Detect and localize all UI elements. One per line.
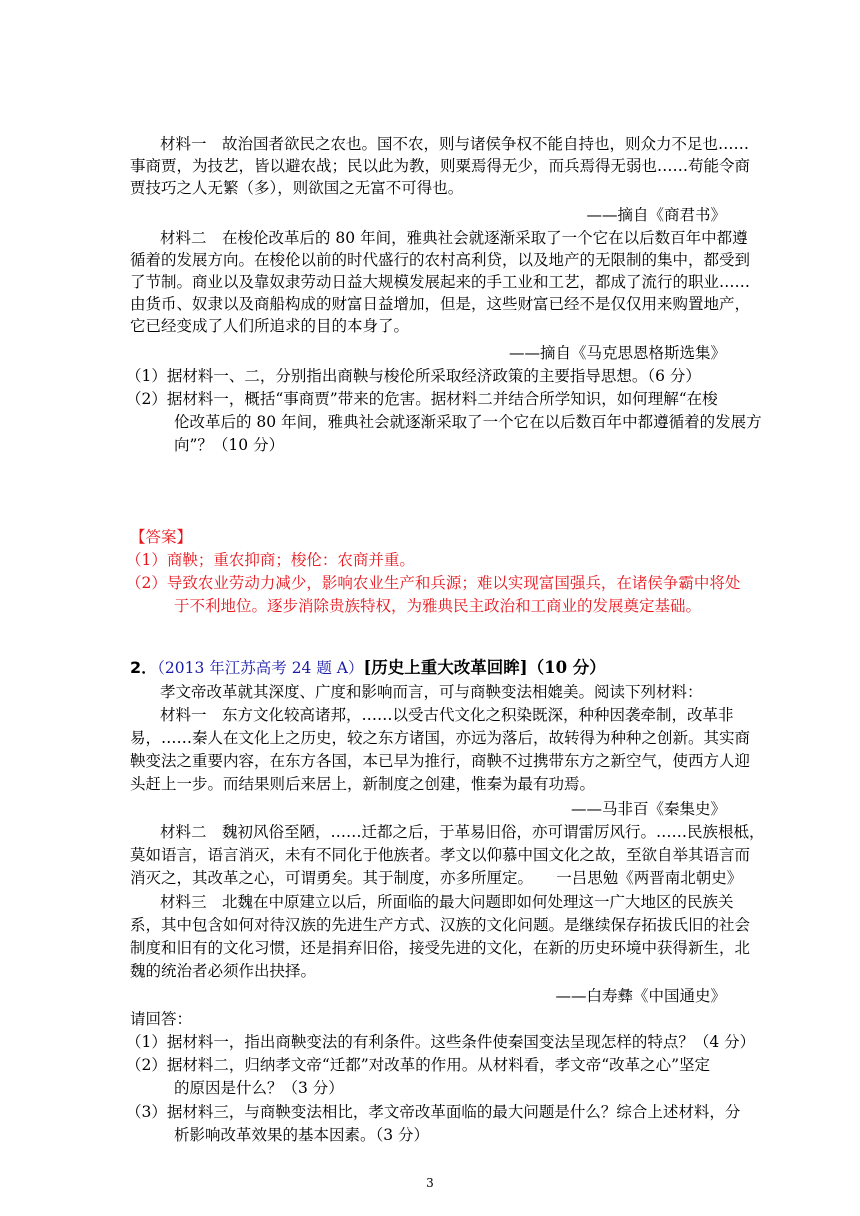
s2-question-3-line-1: （3）据材料三，与商鞅变法相比，孝文帝改革面临的最大问题是什么？综合上述材料，分 [126,1103,741,1121]
s2-prompt: 请回答： [130,1010,193,1028]
s1-m2-line-4: 由货币、奴隶以及商船构成的财富日益增加，但是，这些财富已经不是仅仅用来购置地产， [130,295,751,313]
s2-m3-line-3: 制度和旧有的文化习惯，还是捐弃旧俗，接受先进的文化，在新的历史环境中获得新生，北 [130,939,751,957]
s1-question-2-line-2: 伦改革后的 80 年间，雅典社会就逐渐采取了一个它在以后数百年中都遵循着的发展方 [174,413,762,431]
s1-m2-line-2: 循着的发展方向。在梭伦以前的时代盛行的农村高利贷，以及地产的无限制的集中，都受到 [130,251,751,269]
s1-m2-source: ——摘自《马克思恩格斯选集》 [508,344,726,362]
s2-m3-source: ——白寿彝《中国通史》 [555,987,726,1005]
s1-m1-line-3: 贾技巧之人无繁（多），则欲国之无富不可得也。 [130,179,464,197]
s1-m1-line-1: 材料一 故治国者欲民之农也。国不农，则与诸侯争权不能自持也，则众力不足也…… [160,135,750,153]
answer-label: 【答案】 [130,528,193,546]
s2-heading [130,657,730,679]
s2-m1-line-2: 易，……秦人在文化上之历史，较之东方诸国，亦远为落后，故转得为种种之创新。其实商 [130,729,751,747]
s2-m1-source: ——马非百《秦集史》 [570,800,726,818]
s2-title: [历史上重大改革回眸]（10 分） [363,658,606,677]
s1-answer-2-line-1: （2）导致农业劳动力减少，影响农业生产和兵源；难以实现富国强兵，在诸侯争霸中将处 [126,574,741,592]
s2-m2-line-1: 材料二 魏初风俗至陋，……迁都之后，于革易旧俗，亦可谓雷厉风行。……民族根柢， [160,823,765,841]
s1-m2-line-3: 了节制。商业以及靠奴隶劳动日益大规模发展起来的手工业和工艺，都成了流行的职业…… [130,273,751,291]
s1-m1-line-2: 事商贾，为技艺，皆以避农战；民以此为教，则粟焉得无少，而兵焉得无弱也……苟能令商 [130,157,751,175]
s2-m3-line-4: 魏的统治者必须作出抉择。 [130,962,317,980]
s1-m2-line-1: 材料二 在梭伦改革后的 80 年间，雅典社会就逐渐采取了一个它在以后数百年中都遵 [160,229,748,247]
s2-m2-line-2: 莫如语言，语言消灭，未有不同化于他族者。孝文以仰慕中国文化之故，至欲自举其语言而 [130,846,751,864]
s1-m1-source: ——摘自《商君书》 [586,206,726,224]
s2-intro: 孝文帝改革就其深度、广度和影响而言，可与商鞅变法相媲美。阅读下列材料： [160,683,703,701]
s2-m3-line-2: 系，其中包含如何对待汉族的先进生产方式、汉族的文化问题。是继续保存拓拔氏旧的社会 [130,916,751,934]
s2-m3-line-1: 材料三 北魏在中原建立以后，所面临的最大问题即如何处理这一广大地区的民族关 [160,893,734,911]
s1-m2-line-5: 它已经变成了人们所追求的目的本身了。 [130,317,410,335]
s1-answer-1: （1）商鞅；重农抑商；梭伦：农商并重。 [126,551,415,569]
s2-question-2-line-1: （2）据材料二，归纳孝文帝“迁都”对改革的作用。从材料看，孝文帝“改革之心”坚定 [126,1056,711,1074]
s2-question-1: （1）据材料一，指出商鞅变法的有利条件。这些条件使秦国变法呈现怎样的特点？（4 分） [126,1033,756,1051]
s2-question-3-line-2: 析影响改革效果的基本因素。（3 分） [174,1126,430,1144]
s2-m1-line-1: 材料一 东方文化较高诸邦，……以受古代文化之积染既深，种种因袭牵制，改革非 [160,706,734,724]
s2-m1-line-3: 鞅变法之重要内容，在东方各国，本已早为推行，商鞅不过携带东方之新空气，使西方人迎 [130,752,751,770]
s2-number: 2． [130,658,158,677]
s1-question-2-line-3: 向”？（10 分） [174,436,285,454]
s1-answer-2-line-2: 于不利地位。逐步消除贵族特权，为雅典民主政治和工商业的发展奠定基础。 [174,597,702,615]
s1-question-2-line-1: （2）据材料一，概括“事商贾”带来的危害。据材料二并结合所学知识，如何理解“在梭 [126,390,718,408]
s2-m2-line-3: 消灭之，其改革之心，可谓勇矣。其于制度，亦多所厘定。 一吕思勉《两晋南北朝史》 [130,869,743,887]
s2-m1-line-4: 头赶上一步。而结果则后来居上，新制度之创建，惟秦为最有功焉。 [130,775,596,793]
s1-question-1: （1）据材料一、二，分别指出商鞅与梭伦所采取经济政策的主要指导思想。（6 分） [126,367,701,385]
s2-question-2-line-2: 的原因是什么？（3 分） [174,1079,344,1097]
page-number: 3 [426,1176,434,1190]
s2-source: （2013 年江苏高考 24 题 A） [157,659,364,677]
